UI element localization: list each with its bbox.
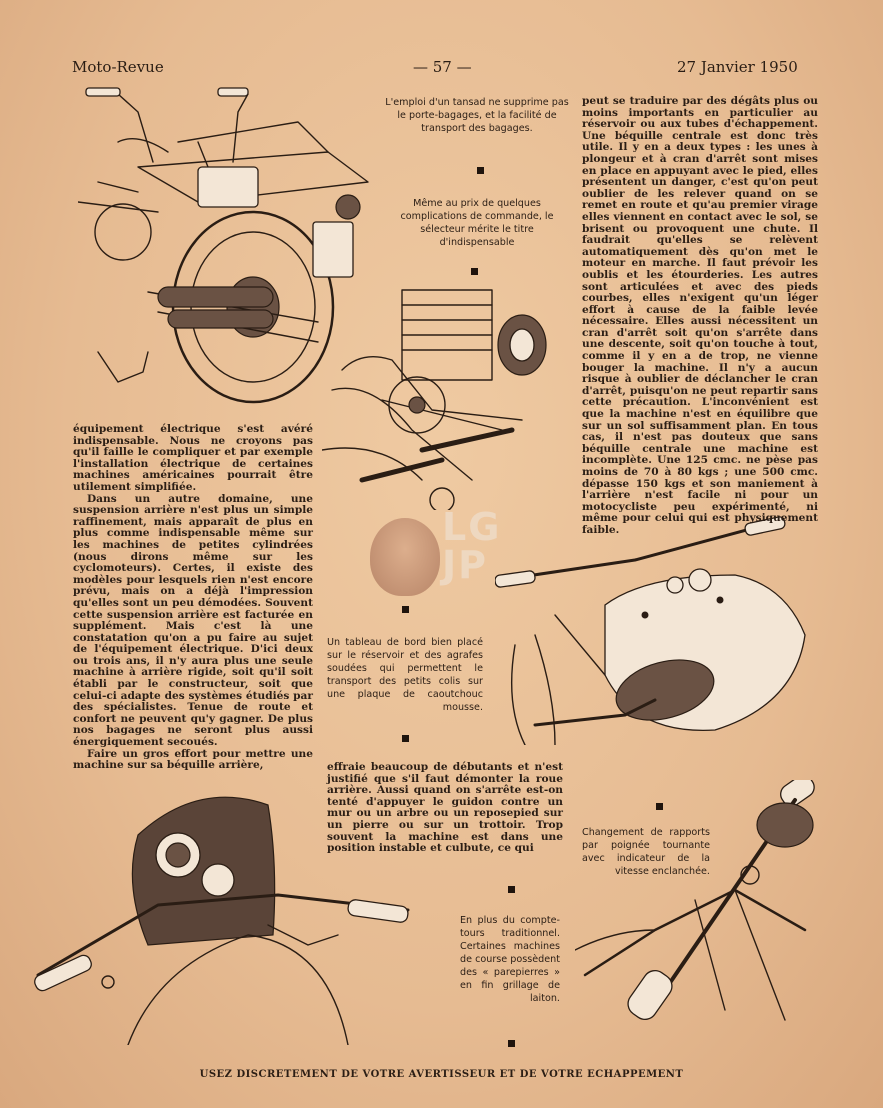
watermark: LG JP <box>442 505 502 587</box>
separator-square <box>656 803 663 810</box>
caption-compte-tours: En plus du compte-tours traditionnel. Certaines machines de course possèdent des « parepierres » en fin grillage de laiton. <box>460 915 560 1004</box>
page-number: — 57 — <box>413 58 472 76</box>
paragraph: équipement électrique s'est avéré indispensable. Nous ne croyons pas qu'il faille le compliquer et par exemple l'installation électrique de certaines machines américaines pourrait être utilement simplifiée. <box>73 423 313 493</box>
separator-square <box>508 1040 515 1047</box>
illustration-twist-grip <box>575 780 850 1045</box>
article-left-column <box>73 424 313 772</box>
paragraph: Faire un gros effort pour mettre une machine sur sa béquille arrière, <box>73 747 313 772</box>
separator-square <box>402 606 409 613</box>
illustration-selector <box>322 280 572 510</box>
illustration-tank-dashboard <box>495 515 825 745</box>
issue-date: 27 Janvier 1950 <box>677 58 798 76</box>
caption-rapports: Changement de rapports par poignée tournante avec indicateur de la vitesse enclanchée. <box>582 827 710 877</box>
separator-square <box>471 268 478 275</box>
article-right-column: peut se traduire par des dégâts plus ou moins importants en particulier au réservoir ou aux tubes d'échappement. Une béquille centrale est donc très utile. Il y en a deux types : les unes à plongeur et à cran d'arrêt sont mises en place en appuyant avec le pied, elles présentent un danger, c'est qu'on peut oublier de les relever quand on se remet en route et qu'au premier virage elles viennent en contact avec le sol, se brisent ou provoquent une chute. Il faudrait qu'elles se relèvent automatiquement dès qu'on met le moteur en marche. Il faut prévoir les oublis et les étourderies. Les autres sont articulées et avec des pieds courbes, elles n'exigent qu'un léger effort à cause de la faible levée nécessaire. Elles aussi nécessitent un cran d'arrêt soit qu'on s'arrête dans une descente, soit qu'on touche à tout, comme il y en a de trop, ne vienne bouger la machine. Il n'y a aucun risque à oublier de déclancher le cran d'arrêt, puisqu'on ne peut repartir sans cette précaution. L'inconvénient est que la machine n'est en équilibre que sur un sol suffisamment plan. En tous cas, il n'est pas douteux que sans béquille centrale une machine est incomplète. Une 125 cmc. ne pèse pas moins de 70 à 80 kgs ; une 500 cmc. dépasse 150 kgs et son maniement à l'arrière n'est facile ni pour un motocycliste peu expérimenté, ni même pour celui qui est physiquement faible. <box>582 95 818 536</box>
caption-tansad: L'emploi d'un tansad ne supprime pas le porte-bagages, et la facilité de transport des bagages. <box>385 97 569 134</box>
footer-slogan: USEZ DISCRETEMENT DE VOTRE AVERTISSEUR ET DE VOTRE ECHAPPEMENT <box>199 1069 684 1080</box>
magazine-title: Moto-Revue <box>72 58 164 76</box>
separator-square <box>402 735 409 742</box>
caption-tableau: Un tableau de bord bien placé sur le réservoir et des agrafes soudées qui permettent le transport des petits colis sur une plaque de caoutchouc mousse. <box>327 637 483 713</box>
caption-selecteur: Même au prix de quelques complications de commande, le sélecteur mérite le titre d'indispensable <box>400 198 554 248</box>
article-middle-column: effraie beaucoup de débutants et n'est justifié que s'il faut démonter la roue arrière. Aussi quand on s'arrête est-on tenté d'appuyer le guidon contre un mur ou un arbre ou un reposepied sur un pierre ou sur un trottoir. Trop souvent la machine est dans une position instable et culbute, ce qui <box>327 761 563 855</box>
paragraph: Dans un autre domaine, une suspension arrière n'est plus un simple raffinement, mais apparaît de plus en plus comme indispensable même sur les machines de petites cylindrées (nous dirons même sur les cyclomoteurs). Certes, il existe des modèles pour lesquels rien n'est encore prévu, mais on a déjà l'impression qu'elles sont un peu démodées. Souvent cette suspension arrière est facturée en supplément. Mais c'est là une constatation qu'on a pu faire au sujet de l'équipement électrique. D'ici deux ou trois ans, il n'y aura plus une seule machine à arrière rigide, soit qu'il soit établi par le constructeur, soit que celui-ci adapte des systèmes étudiés par des spécialistes. Tenue de route et confort ne peuvent qu'y gagner. De plus nos bagages ne seront plus aussi énergiquement secoués. <box>73 492 313 749</box>
separator-square <box>477 167 484 174</box>
separator-square <box>508 886 515 893</box>
portrait-stamp <box>370 518 440 596</box>
